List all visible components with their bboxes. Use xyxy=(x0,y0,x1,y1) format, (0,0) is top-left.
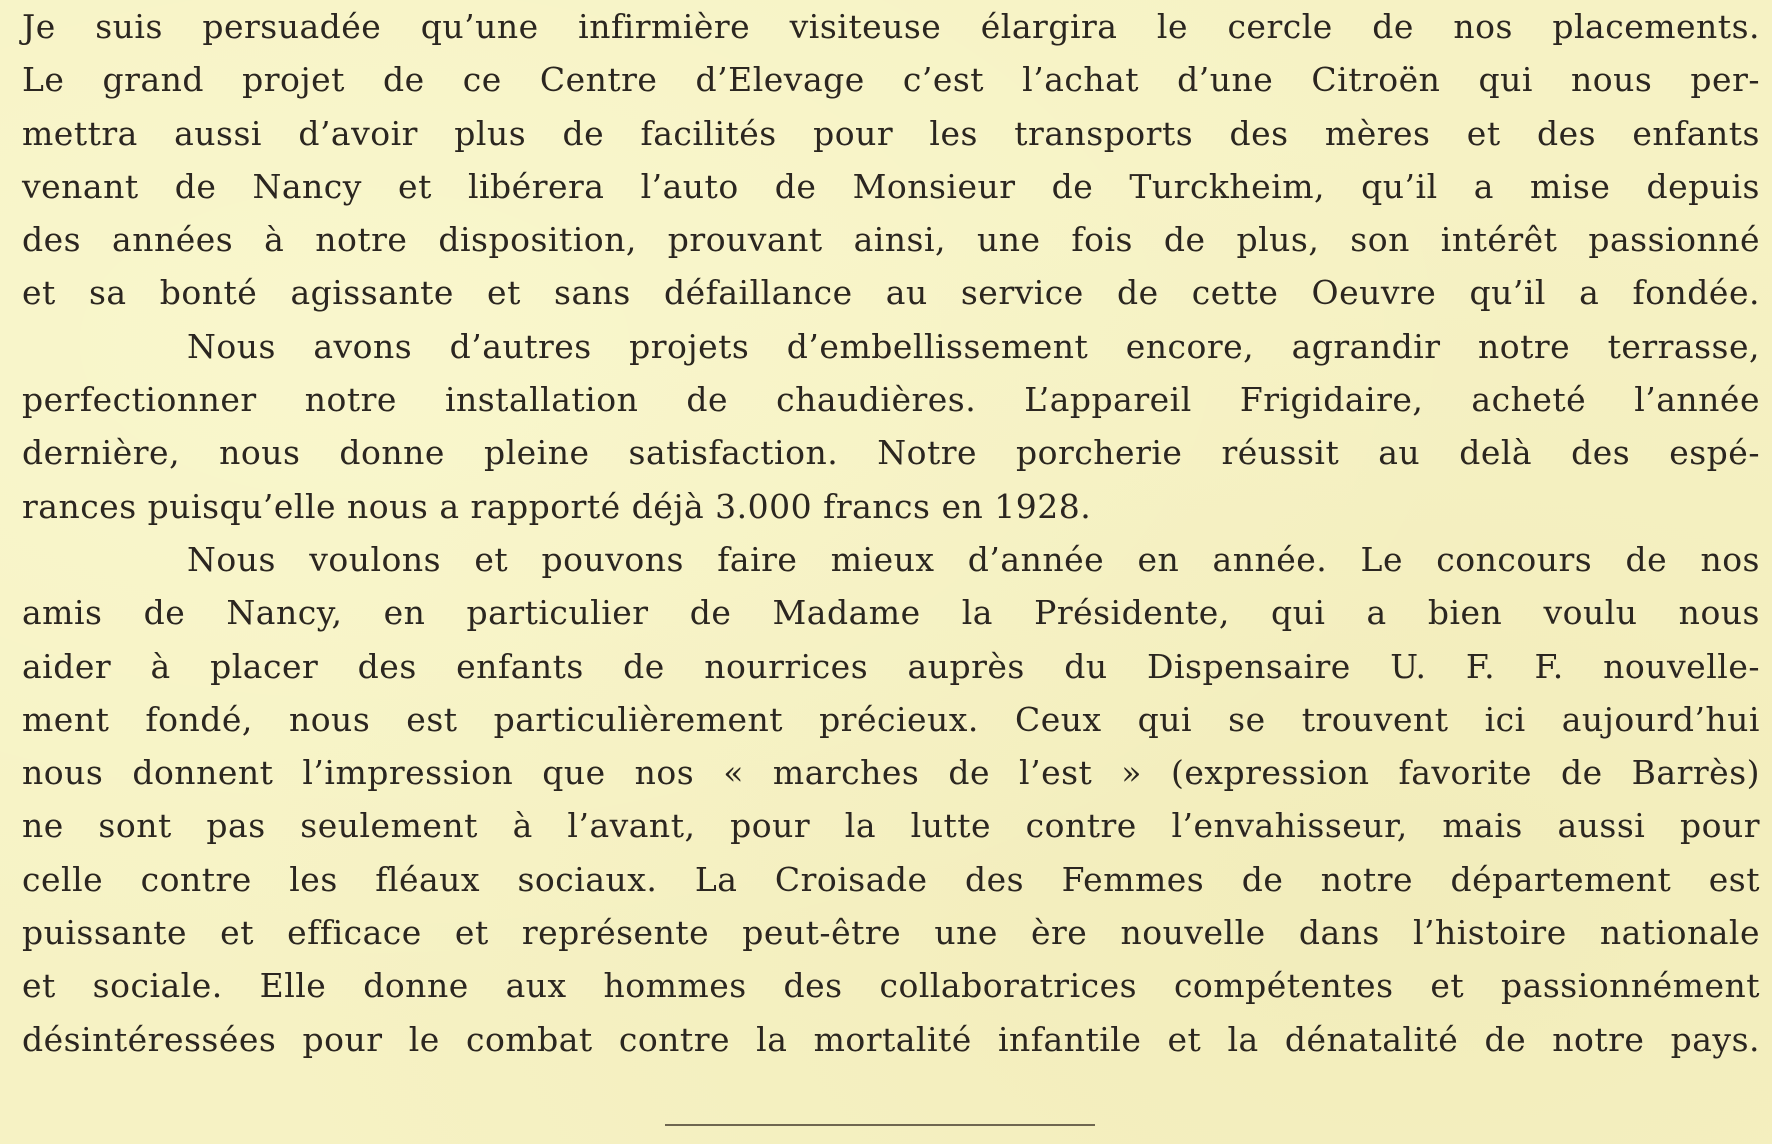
text-line: et sa bonté agissante et sans défaillance au service de cette Oeuvre qu’il a fondée. xyxy=(22,273,1760,313)
text-line: nous donnent l’impression que nos « marches de l’est » (expression favorite de Barrès) xyxy=(22,753,1760,793)
text-line: puissante et efficace et représente peut-être une ère nouvelle dans l’histoire nationale xyxy=(22,913,1760,953)
paragraph-start-line: Nous voulons et pouvons faire mieux d’année en année. Le concours de nos xyxy=(187,539,1760,579)
text-line: celle contre les fléaux sociaux. La Croisade des Femmes de notre département est xyxy=(22,859,1760,899)
text-line: venant de Nancy et libérera l’auto de Monsieur de Turckheim, qu’il a mise depuis xyxy=(22,166,1760,206)
text-line: mettra aussi d’avoir plus de facilités pour les transports des mères et des enfants xyxy=(22,113,1760,153)
text-line: dernière, nous donne pleine satisfaction. Notre porcherie réussit au delà des espé- xyxy=(22,433,1760,473)
body-text xyxy=(22,0,1760,1066)
paragraph-start-line: Nous avons d’autres projets d’embellissement encore, agrandir notre terrasse, xyxy=(187,326,1760,366)
text-line: et sociale. Elle donne aux hommes des collaboratrices compétentes et passionnément xyxy=(22,966,1760,1006)
text-line: ment fondé, nous est particulièrement précieux. Ceux qui se trouvent ici aujourd’hui xyxy=(22,699,1760,739)
text-line: ne sont pas seulement à l’avant, pour la lutte contre l’envahisseur, mais aussi pour xyxy=(22,806,1760,846)
text-line: Le grand projet de ce Centre d’Elevage c’est l’achat d’une Citroën qui nous per- xyxy=(22,60,1760,100)
text-line: aider à placer des enfants de nourrices auprès du Dispensaire U. F. F. nouvelle- xyxy=(22,646,1760,686)
paragraph-end-line: rances puisqu’elle nous a rapporté déjà 3.000 francs en 1928. xyxy=(22,486,1092,526)
section-divider xyxy=(665,1124,1095,1126)
text-line: Je suis persuadée qu’une infirmière visiteuse élargira le cercle de nos placements. xyxy=(22,7,1760,46)
text-line: perfectionner notre installation de chaudières. L’appareil Frigidaire, acheté l’année xyxy=(22,380,1760,420)
text-line: des années à notre disposition, prouvant ainsi, une fois de plus, son intérêt passionné xyxy=(22,220,1760,260)
text-line: amis de Nancy, en particulier de Madame la Présidente, qui a bien voulu nous xyxy=(22,593,1760,633)
text-line: désintéressées pour le combat contre la mortalité infantile et la dénatalité de notre pays. xyxy=(22,1019,1760,1059)
